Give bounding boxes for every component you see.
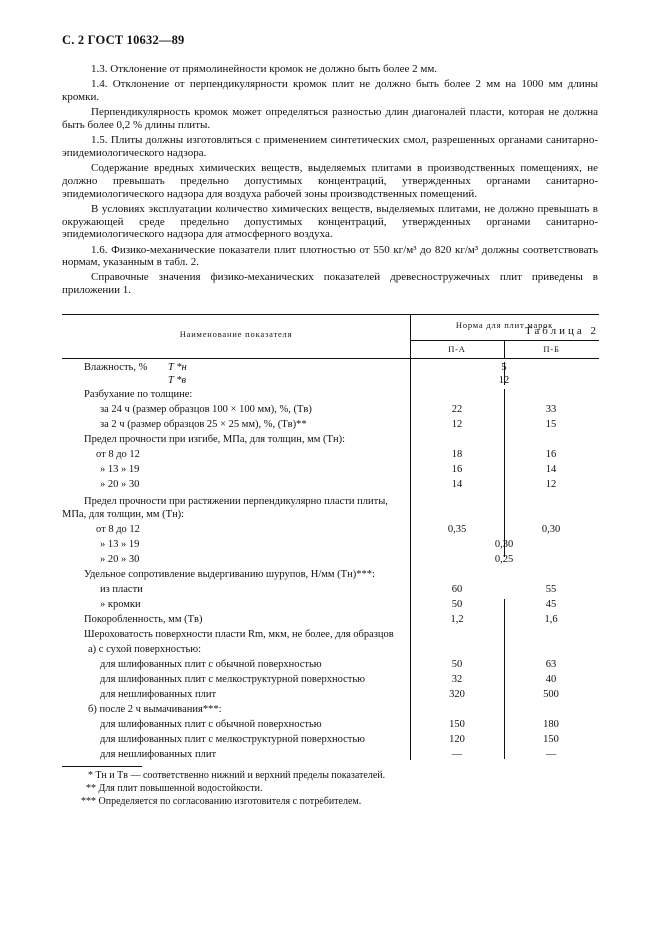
row-label: из пласти bbox=[100, 584, 143, 595]
cell-pb-value: 14 bbox=[545, 464, 557, 475]
row-label: а) с сухой поверхностью: bbox=[88, 644, 202, 655]
cell-pa-value: 16 bbox=[451, 464, 463, 475]
header-name: Наименование показателя bbox=[179, 329, 293, 339]
row-sublabel: T *н bbox=[168, 362, 187, 373]
row-sublabel: T *в bbox=[168, 375, 187, 386]
cell-merged-value: 5 bbox=[501, 362, 507, 373]
row-label: Покоробленность, мм (Tв) bbox=[84, 614, 203, 625]
properties-table bbox=[62, 314, 599, 760]
row-label: для нешлифованных плит bbox=[100, 689, 217, 700]
row-label: для шлифованных плит с мелкоструктурной поверхностью bbox=[100, 734, 365, 745]
cell-pb-value: 15 bbox=[545, 419, 557, 430]
paragraph: В условиях эксплуатации количество химических веществ, выделяемых плитами, не должно превышать в окружающей среде предельно допустимых концентраций, утвержденных органами санитарно-эпидемиологического надзора для атмосферного воздуха. bbox=[62, 202, 598, 241]
row-label: » 13 » 19 bbox=[100, 539, 140, 550]
paragraph: Перпендикулярность кромок может определяться разностью длин диагоналей пласти, которая не должна быть более 0,2 % длины плиты. bbox=[62, 106, 598, 131]
column-divider-name bbox=[410, 314, 411, 760]
row-label: » 20 » 30 bbox=[100, 554, 140, 565]
merged-cell-divider bbox=[504, 362, 505, 385]
cell-pa-value: 1,2 bbox=[450, 614, 464, 625]
cell-pb-value: 12 bbox=[545, 479, 557, 490]
paragraph: 1.5. Плиты должны изготовляться с применением синтетических смол, разрешенных органами санитарно-эпидемиологического надзора. bbox=[62, 134, 598, 159]
row-label: » 20 » 30 bbox=[100, 479, 140, 490]
paragraph: Справочные значения физико-механических показателей древесностружечных плит приведены в приложении 1. bbox=[62, 271, 598, 297]
cell-merged-value: 12 bbox=[498, 375, 510, 386]
header-norm: Норма для плит марок bbox=[455, 320, 554, 330]
cell-merged-value: 0,25 bbox=[494, 554, 514, 565]
row-label: за 24 ч (размер образцов 100 × 100 мм), %, (Tв) bbox=[100, 404, 312, 415]
cell-pb-value: — bbox=[545, 749, 557, 760]
cell-pa-value: 120 bbox=[449, 734, 465, 745]
footnote-rule bbox=[62, 766, 142, 767]
row-label: Предел прочности при растяжении перпендикулярно пласти плиты, bbox=[84, 496, 388, 507]
paragraph: 1.3. Отклонение от прямолинейности кромок не должно быть более 2 мм. bbox=[91, 63, 438, 75]
header-pb: П-Б bbox=[543, 344, 560, 354]
cell-pb-value: 0,30 bbox=[541, 524, 561, 535]
row-label: б) после 2 ч вымачивания***: bbox=[88, 704, 222, 715]
grade-column-divider bbox=[504, 599, 505, 759]
header-bottom-rule bbox=[62, 358, 599, 359]
table-top-rule bbox=[62, 314, 599, 315]
cell-pb-value: 40 bbox=[545, 674, 557, 685]
cell-pa-value: 320 bbox=[449, 689, 465, 700]
row-label: Удельное сопротивление выдергиванию шурупов, Н/мм (Tн)***: bbox=[84, 569, 375, 580]
row-label: для шлифованных плит с мелкоструктурной поверхностью bbox=[100, 674, 365, 685]
cell-pb-value: 33 bbox=[545, 404, 557, 415]
merged-cell-divider bbox=[504, 527, 505, 557]
row-label: Шероховатость поверхности пласти Rm, мкм, не более, для образцов bbox=[84, 629, 394, 640]
cell-pa-value: 12 bbox=[451, 419, 463, 430]
row-label: от 8 до 12 bbox=[96, 524, 140, 535]
cell-pa-value: 60 bbox=[451, 584, 463, 595]
table-caption: Таблица 2 bbox=[524, 325, 599, 337]
cell-pa-value: 50 bbox=[451, 659, 463, 670]
paragraph: 1.6. Физико-механические показатели плит плотностью от 550 кг/м³ до 820 кг/м³ должны соответствовать нормам, указанным в табл. 2. bbox=[62, 243, 598, 269]
row-label: Разбухание по толщине: bbox=[84, 389, 193, 400]
cell-pa-value: 32 bbox=[451, 674, 463, 685]
row-label: для шлифованных плит с обычной поверхностью bbox=[100, 719, 322, 730]
cell-pa-value: 50 bbox=[451, 599, 463, 610]
row-label: Влажность, % bbox=[84, 362, 148, 373]
footnote: * Tн и Tв — соответственно нижний и верхний пределы показателей. bbox=[88, 770, 386, 781]
footnote: *** Определяется по согласованию изготовителя с потребителем. bbox=[81, 796, 362, 807]
paragraph: Содержание вредных химических веществ, выделяемых плитами в производственных помещениях, не должно превышать предельно допустимых концентраций, утвержденных органами санитарно-эпидемиологического надзора для воздуха рабочей зоны производственных помещений. bbox=[62, 162, 598, 200]
cell-pa-value: 18 bbox=[451, 449, 463, 460]
cell-pb-value: 500 bbox=[543, 689, 559, 700]
cell-pb-value: 55 bbox=[545, 584, 557, 595]
footnote: ** Для плит повышенной водостойкости. bbox=[86, 783, 263, 794]
row-label: от 8 до 12 bbox=[96, 449, 140, 460]
row-label: для нешлифованных плит bbox=[100, 749, 217, 760]
paragraph: 1.4. Отклонение от перпендикулярности кромок плит не должно быть более 2 мм на 1000 мм длины кромки. bbox=[62, 78, 598, 103]
cell-pa-value: 22 bbox=[451, 404, 463, 415]
cell-pa-value: — bbox=[451, 749, 463, 760]
row-label: для шлифованных плит с обычной поверхностью bbox=[100, 659, 322, 670]
row-label: Предел прочности при изгибе, МПа, для толщин, мм (Tн): bbox=[84, 434, 345, 445]
row-label: за 2 ч (размер образцов 25 × 25 мм), %, (Tв)** bbox=[100, 419, 307, 430]
body-text bbox=[62, 63, 598, 297]
cell-pb-value: 150 bbox=[543, 734, 559, 745]
cell-pb-value: 63 bbox=[545, 659, 557, 670]
header-pa: П-А bbox=[448, 344, 466, 354]
cell-merged-value: 0,30 bbox=[494, 539, 514, 550]
row-label: » кромки bbox=[100, 599, 141, 610]
page-header: С. 2 ГОСТ 10632—89 bbox=[62, 33, 185, 47]
cell-pa-value: 0,35 bbox=[447, 524, 467, 535]
row-label: МПа, для толщин, мм (Tн): bbox=[62, 509, 185, 520]
cell-pb-value: 1,6 bbox=[544, 614, 558, 625]
cell-pb-value: 16 bbox=[545, 449, 557, 460]
cell-pa-value: 14 bbox=[451, 479, 463, 490]
cell-pa-value: 150 bbox=[449, 719, 465, 730]
row-label: » 13 » 19 bbox=[100, 464, 140, 475]
cell-pb-value: 180 bbox=[543, 719, 559, 730]
cell-pb-value: 45 bbox=[545, 599, 557, 610]
